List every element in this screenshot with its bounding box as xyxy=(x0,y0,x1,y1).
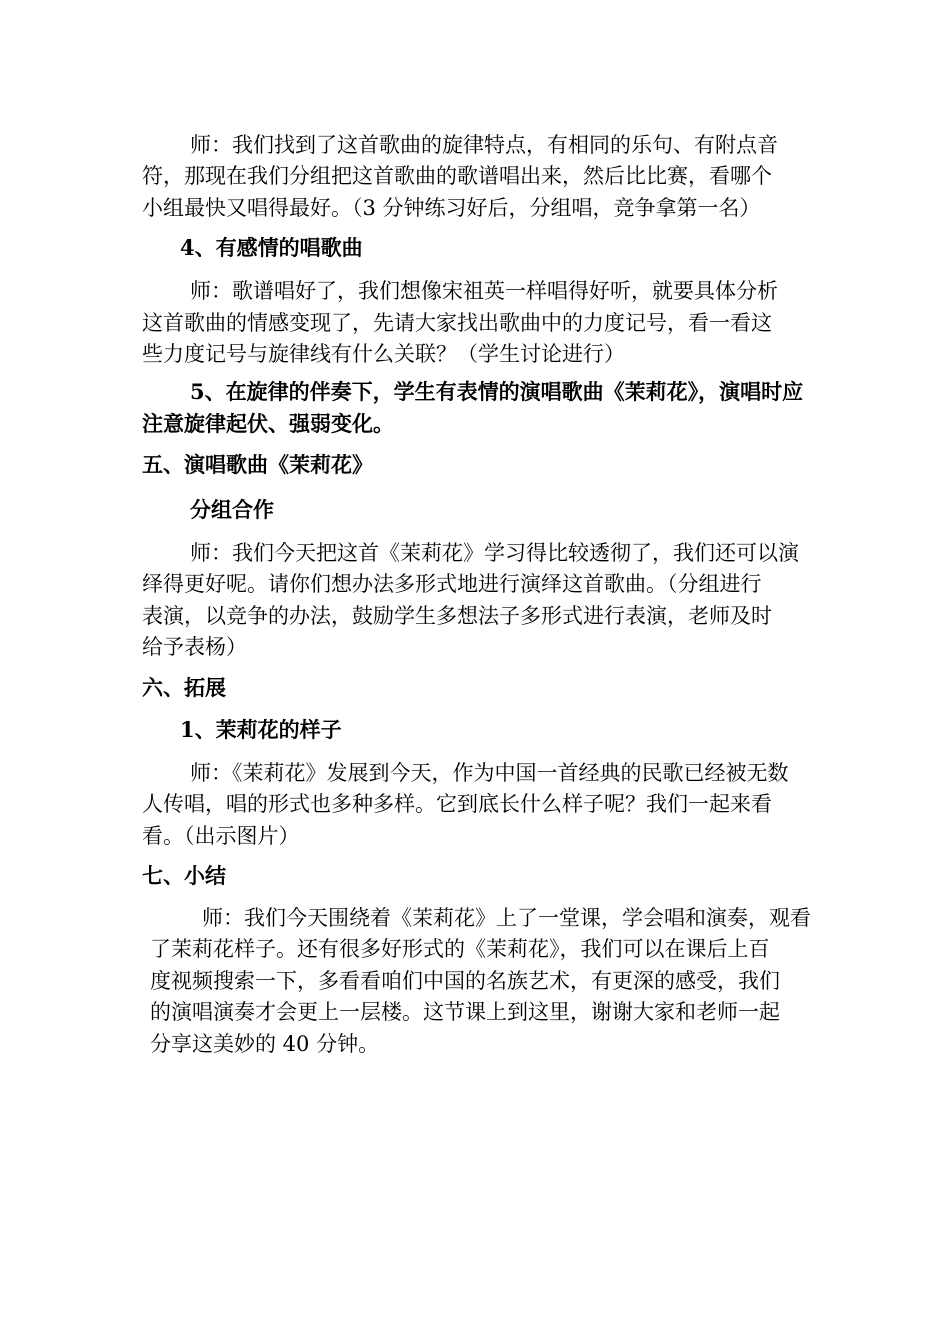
paragraph-line: 分享这美妙的 40 分钟。 xyxy=(150,1032,380,1056)
paragraph-line: 符，那现在我们分组把这首歌曲的歌谱唱出来，然后比比赛，看哪个 xyxy=(142,164,772,188)
paragraph-line: 些力度记号与旋律线有什么关联？（学生讨论进行） xyxy=(142,342,625,366)
section-heading: 4、有感情的唱歌曲 xyxy=(180,235,363,260)
paragraph-line: 表演，以竞争的办法，鼓励学生多想法子多形式进行表演，老师及时 xyxy=(142,604,772,628)
paragraph-line: 5、在旋律的伴奏下，学生有表情的演唱歌曲《茉莉花》，演唱时应 xyxy=(190,379,804,404)
section-heading: 七、小结 xyxy=(142,863,226,888)
paragraph-line: 人传唱，唱的形式也多种多样。它到底长什么样子呢？我们一起来看 xyxy=(142,792,772,816)
paragraph-line: 师：我们今天把这首《茉莉花》学习得比较透彻了，我们还可以演 xyxy=(190,541,799,565)
paragraph-line: 给予表杨） xyxy=(142,635,247,659)
paragraph-line: 师：我们找到了这首歌曲的旋律特点，有相同的乐句、有附点音 xyxy=(190,133,778,157)
paragraph-line: 注意旋律起伏、强弱变化。 xyxy=(142,411,394,436)
subsection-heading: 1、茉莉花的样子 xyxy=(180,717,342,742)
paragraph-line: 度视频搜索一下，多看看咱们中国的名族艺术，有更深的感受，我们 xyxy=(150,969,780,993)
paragraph-line: 的演唱演奏才会更上一层楼。这节课上到这里，谢谢大家和老师一起 xyxy=(150,1000,780,1024)
subsection-heading: 分组合作 xyxy=(190,497,274,522)
section-heading: 六、拓展 xyxy=(142,675,226,700)
section-heading: 五、演唱歌曲《茉莉花》 xyxy=(142,452,373,477)
paragraph-line: 这首歌曲的情感变现了，先请大家找出歌曲中的力度记号，看一看这 xyxy=(142,311,772,335)
paragraph-line: 绎得更好呢。请你们想办法多形式地进行演绎这首歌曲。（分组进行 xyxy=(142,572,762,596)
paragraph-line: 师：我们今天围绕着《茉莉花》上了一堂课，学会唱和演奏，观看 xyxy=(202,906,811,930)
paragraph-line: 师：歌谱唱好了，我们想像宋祖英一样唱得好听，就要具体分析 xyxy=(190,279,778,303)
paragraph-line: 看。（出示图片） xyxy=(142,824,300,848)
paragraph-line: 小组最快又唱得最好。（3 分钟练习好后，分组唱，竞争拿第一名） xyxy=(142,196,761,220)
paragraph-line: 师：《茉莉花》发展到今天，作为中国一首经典的民歌已经被无数 xyxy=(190,761,789,785)
paragraph-line: 了茉莉花样子。还有很多好形式的《茉莉花》，我们可以在课后上百 xyxy=(150,937,770,961)
